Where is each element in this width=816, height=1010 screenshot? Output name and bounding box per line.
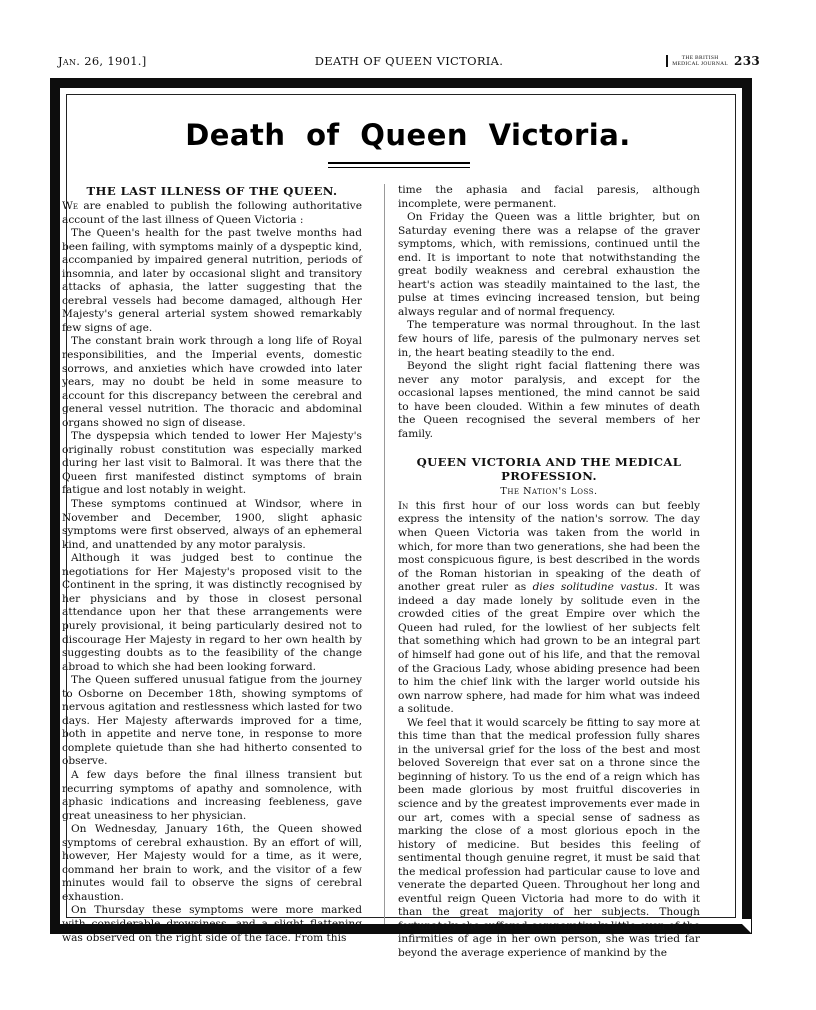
text-part-1: this first hour of our loss words can but feebly express the intensity of the nation's sorrow. The day when Queen Victoria was taken from the world in which, for more than two generations, she had been the most conspicuous figure, is best described in the words of the Roman historian in speaking of the death of another great ruler as [398,499,700,594]
issue-date: Jan. 26, 1901.] [58,54,147,68]
journal-name-line1: THE BRITISH [681,55,719,61]
lead-in-we: We [62,200,78,212]
border-corner-mark [737,919,751,933]
lead-in-in: In [398,499,409,512]
paragraph: The Queen's health for the past twelve months had been failing, with symptoms mainly of a dyspeptic kind, accompanied by impaired general nutrition, periods of insomnia, and later by occasional slight and transitory attacks of aphasia, the latter suggesting that the cerebral vessels had become damaged, although Her Majesty's general arterial system showed remarkably few signs of age. [62,227,362,334]
paragraph-nations-loss [398,500,700,717]
paragraph: Beyond the slight right facial flattening there was never any motor paralysis, and except for the occasional lapses mentioned, the mind cannot be said to have been clouded. Within a few minutes of death the Queen recognised the several members of her family. [398,360,700,440]
page-number: 233 [734,54,760,68]
journal-masthead [666,54,760,68]
subheading-nations-loss: The Nation's Loss. [500,486,598,498]
page-title: Death of Queen Victoria. [185,118,631,152]
right-column [398,184,700,961]
title-rule-thick [328,162,470,164]
heading-line-1: QUEEN VICTORIA AND THE MEDICAL [416,455,682,470]
paragraph: These symptoms continued at Windsor, where in November and December, 1900, slight aphasic symptoms were first observed, always of an ephemeral kind, and unattended by any motor paralysis. [62,498,362,551]
section-heading-last-illness: THE LAST ILLNESS OF THE QUEEN. [86,184,338,198]
intro-text: are enabled to publish the following authoritative account of the last illness of Queen Victoria : [62,200,362,226]
paragraph: The Queen suffered unusual fatigue from the journey to Osborne on December 18th, showing symptoms of nervous agitation and restlessness which lasted for two days. Her Majesty afterwards improved for a time, both in appetite and nerve tone, in response to more complete quietude than she had hitherto consented to observe. [62,674,362,768]
paragraph: The constant brain work through a long life of Royal responsibilities, and the Imperial events, domestic sorrows, and anxieties which have crowded into later years, may no doubt be held in some measure to account for this discrepancy between the cerebral and general vessel nutrition. The thoracic and abdominal organs showed no sign of disease. [62,335,362,429]
heading-line-2: PROFESSION. [501,469,597,484]
latin-phrase: dies solitudine vastus [532,581,655,594]
paragraph: Although it was judged best to continue the negotiations for Her Majesty's proposed visit to the Continent in the spring, it was distinctly recognised by her physicians and by those in closest personal attendance upon her that these arrangements were purely provisional, it being particularly desired not to discourage Her Majesty in regard to her own health by suggesting doubts as to the feasibility of the change abroad to which she had been looking forward. [62,552,362,673]
paragraph: The dyspepsia which tended to lower Her Majesty's originally robust constitution was especially marked during her last visit to Balmoral. It was there that the Queen first manifested distinct symptoms of brain fatigue and lost notably in weight. [62,430,362,497]
paragraph: On Thursday these symptoms were more marked with considerable drowsiness, and a slight flattening was observed on the right side of the face. From this [62,904,362,944]
paragraph-intro [62,200,362,227]
paragraph: On Friday the Queen was a little brighter, but on Saturday evening there was a relapse of the graver symptoms, which, with remissions, continued until the end. It is important to note that notwithstanding the great bodily weakness and cerebral exhaustion the heart's action was steadily maintained to the last, the pulse at times evincing increased tension, but being always regular and of normal frequency. [398,211,700,318]
text-part-2: . It was indeed a day made lonely by solitude even in the crowded cities of the great Empire over which the Queen had ruled, for the lowliest of her subjects felt that something which had grown to be an integral part of himself had gone out of his life, and that the removal of the Gracious Lady, whose abiding presence had been to him the chief link with the larger world outside his own narrow sphere, had made for him what was indeed a solitude. [398,581,700,716]
paragraph: On Wednesday, January 16th, the Queen showed symptoms of cerebral exhaustion. By an effort of will, however, Her Majesty would for a time, as it were, command her brain to work, and the visitor of a few minutes would fail to observe the signs of cerebral exhaustion. [62,823,362,903]
running-header [58,54,760,72]
paragraph: A few days before the final illness transient but recurring symptoms of apathy and somnolence, with aphasic indications and increasing feebleness, gave great uneasiness to her physician. [62,768,362,822]
paragraph: We feel that it would scarcely be fitting to say more at this time than that the medical profession fully shares in the universal grief for the loss of the best and most beloved Sovereign that ever sat on a throne since the beginning of history. To us the end of a reign which has been made glorious by most fruitful discoveries in science and by the greatest improvements ever made in our art, comes with a special sense of sadness as marking the close of a most glorious epoch in the history of medicine. But besides this feeling of sentimental though genuine regret, it must be said that the medical profession had particular cause to love and venerate the departed Queen. Throughout her long and eventful reign Queen Victoria had more to do with it than the great majority of her subjects. Though fortunately she suffered comparatively little even of the infirmities of age in her own person, she was tried far beyond the average experience of mankind by the [398,716,700,959]
paragraph-continued: time the aphasia and facial paresis, although incomplete, were permanent. [398,184,700,210]
journal-name-line2: MEDICAL JOURNAL [672,61,729,67]
running-title: DEATH OF QUEEN VICTORIA. [314,54,504,68]
left-column [62,184,362,945]
title-rule-thin [328,167,470,168]
section-heading-medical-profession [398,455,700,483]
paragraph: The temperature was normal throughout. In the last few hours of life, paresis of the pulmonary nerves set in, the heart beating steadily to the end. [398,319,700,359]
column-divider [384,184,385,924]
journal-name [666,55,728,67]
